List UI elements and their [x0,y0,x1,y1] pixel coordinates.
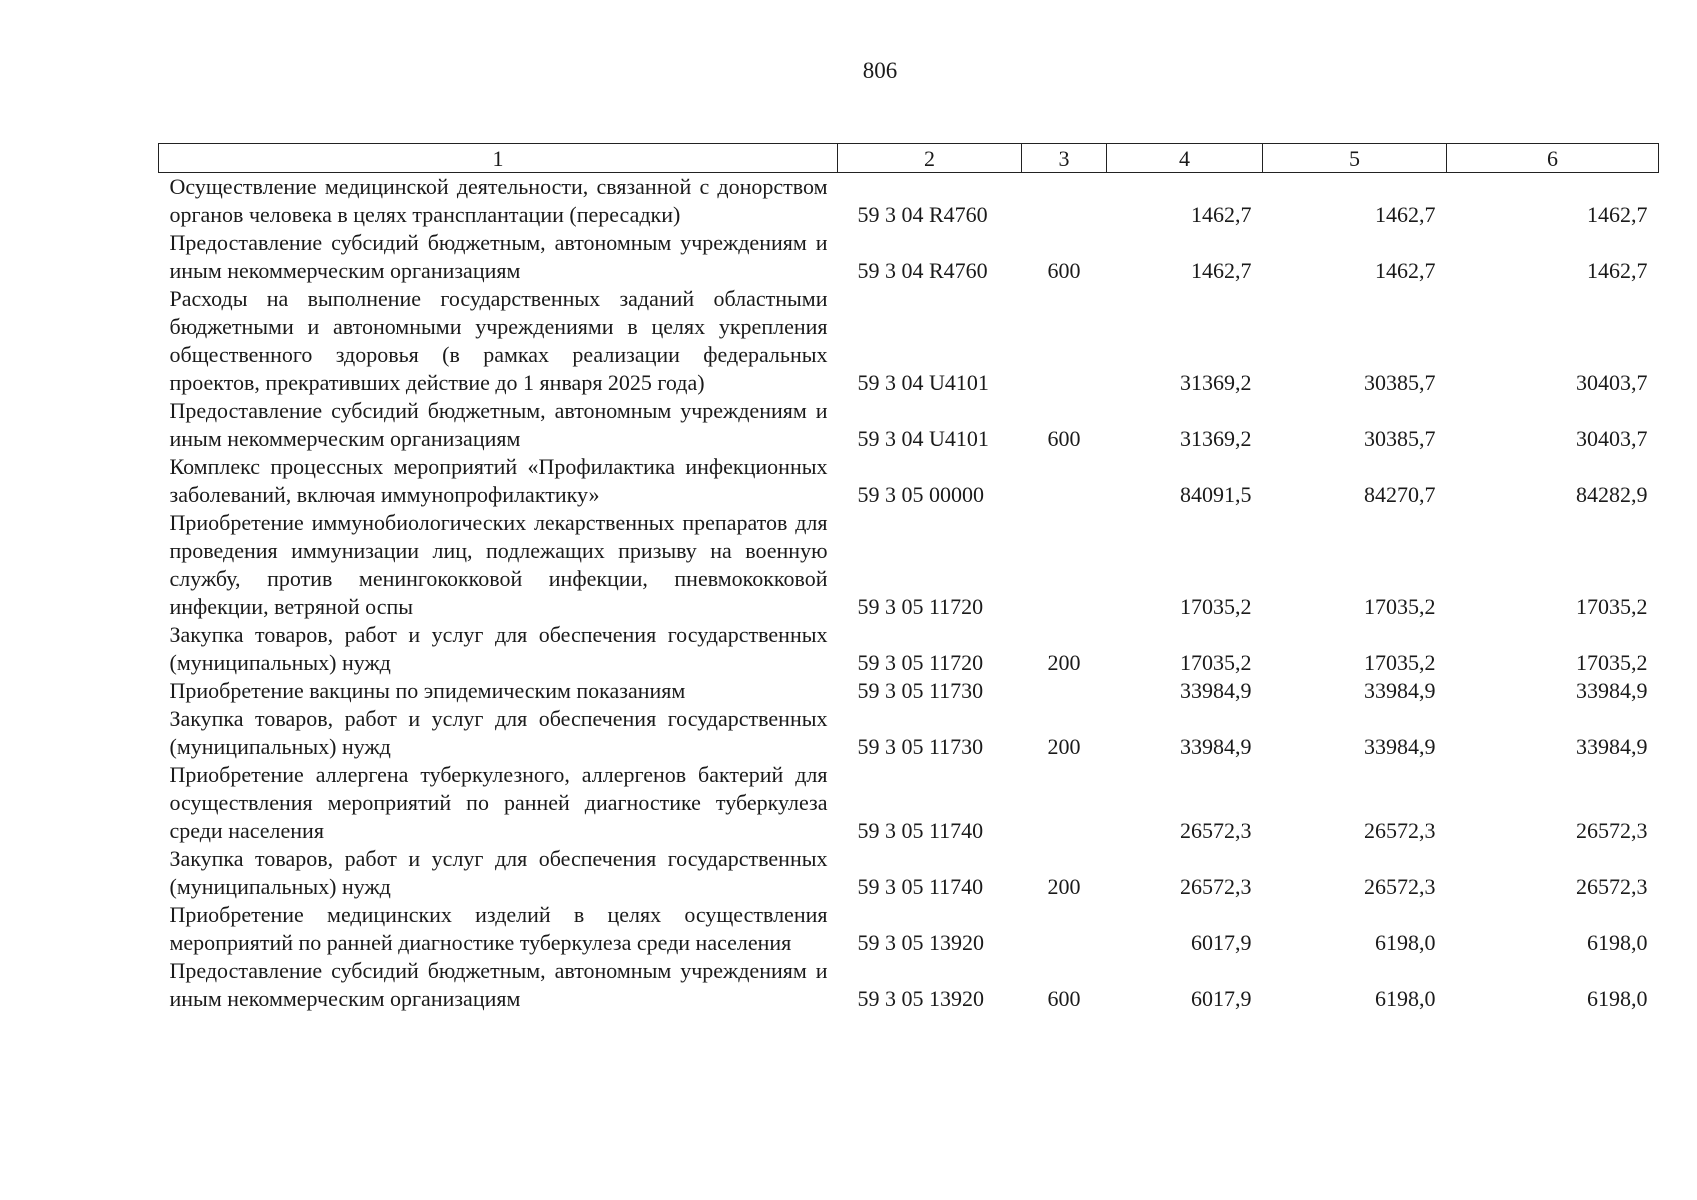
row-expense-type [1022,173,1107,230]
row-name: Приобретение вакцины по эпидемическим показаниям [169,678,686,703]
row-amount-col5: 6198,0 [1375,986,1436,1011]
row-name: Закупка товаров, работ и услуг для обеспечения государственных (муниципальных) нужд [169,846,828,899]
header-col-6: 6 [1447,144,1659,173]
row-expense-type: 200 [1047,874,1081,899]
row-amount-col4: 84091,5 [1180,482,1252,507]
row-amount-col5: 84270,7 [1364,482,1436,507]
row-target-code: 59 3 05 11720 [857,650,984,675]
table-row [159,173,1659,230]
row-name: Закупка товаров, работ и услуг для обеспечения государственных (муниципальных) нужд [169,706,828,759]
page-number: 806 [862,58,898,83]
table-header [159,144,1659,173]
row-amount-col6: 6198,0 [1587,930,1648,955]
row-target-code: 59 3 05 11720 [857,594,984,619]
row-amount-col6: 30403,7 [1576,426,1648,451]
row-amount-col5: 30385,7 [1364,426,1436,451]
row-amount-col4: 1462,7 [1191,202,1252,227]
table-row [159,397,1659,453]
row-expense-type [1022,453,1107,509]
table-row [159,229,1659,285]
row-target-code: 59 3 05 13920 [857,930,984,955]
row-amount-col4: 1462,7 [1191,258,1252,283]
row-target-code: 59 3 04 U4101 [857,370,989,395]
row-amount-col4: 33984,9 [1180,734,1252,759]
row-name: Предоставление субсидий бюджетным, автономным учреждениям и иным некоммерческим организациям [169,398,828,451]
row-target-code: 59 3 05 11740 [857,874,984,899]
header-col-5: 5 [1263,144,1447,173]
table-row [159,705,1659,761]
row-amount-col4: 17035,2 [1180,650,1252,675]
row-expense-type: 600 [1047,986,1081,1011]
row-amount-col4: 26572,3 [1180,874,1252,899]
row-expense-type [1022,901,1107,957]
row-amount-col4: 6017,9 [1191,986,1252,1011]
row-amount-col4: 26572,3 [1180,818,1252,843]
row-amount-col6: 17035,2 [1576,650,1648,675]
row-expense-type [1022,509,1107,621]
row-amount-col4: 31369,2 [1180,370,1252,395]
row-target-code: 59 3 05 00000 [857,482,984,507]
row-amount-col5: 33984,9 [1364,678,1436,703]
table-row [159,621,1659,677]
table-body [159,173,1659,1014]
row-amount-col6: 26572,3 [1576,818,1648,843]
row-amount-col5: 30385,7 [1364,370,1436,395]
row-name: Комплекс процессных мероприятий «Профилактика инфекционных заболеваний, включая иммунопрофилактику» [169,454,828,507]
row-amount-col5: 6198,0 [1375,930,1436,955]
row-name: Осуществление медицинской деятельности, связанной с донорством органов человека в целях трансплантации (пересадки) [169,174,828,227]
header-col-4: 4 [1107,144,1263,173]
row-amount-col5: 26572,3 [1364,818,1436,843]
table-row [159,901,1659,957]
table-row [159,845,1659,901]
row-amount-col5: 1462,7 [1375,258,1436,283]
header-col-3: 3 [1022,144,1107,173]
row-amount-col6: 26572,3 [1576,874,1648,899]
row-amount-col6: 30403,7 [1576,370,1648,395]
row-amount-col5: 26572,3 [1364,874,1436,899]
row-name: Предоставление субсидий бюджетным, автономным учреждениям и иным некоммерческим организациям [169,230,828,283]
row-target-code: 59 3 05 13920 [857,986,984,1011]
row-name: Приобретение иммунобиологических лекарственных препаратов для проведения иммунизации лиц, подлежащих призыву на военную службу, против менингококковой инфекции, пневмококковой инфекции, ветряной оспы [169,510,828,619]
row-name: Расходы на выполнение государственных заданий областными бюджетными и автономными учреждениями в целях укрепления общественного здоровья (в рамках реализации федеральных проектов, прекративших действие до 1 января 2025 года) [169,286,828,395]
row-expense-type [1022,761,1107,845]
row-target-code: 59 3 04 U4101 [857,426,989,451]
row-amount-col6: 1462,7 [1587,202,1648,227]
row-amount-col4: 33984,9 [1180,678,1252,703]
row-target-code: 59 3 04 R4760 [857,258,988,283]
row-expense-type: 600 [1047,426,1081,451]
table-row [159,957,1659,1013]
row-name: Закупка товаров, работ и услуг для обеспечения государственных (муниципальных) нужд [169,622,828,675]
row-amount-col4: 31369,2 [1180,426,1252,451]
row-amount-col4: 6017,9 [1191,930,1252,955]
row-amount-col5: 33984,9 [1364,734,1436,759]
row-amount-col6: 33984,9 [1576,678,1648,703]
table-row [159,453,1659,509]
row-amount-col5: 1462,7 [1375,202,1436,227]
budget-table [158,143,1659,1013]
row-amount-col6: 33984,9 [1576,734,1648,759]
row-amount-col5: 17035,2 [1364,594,1436,619]
row-expense-type [1022,677,1107,705]
row-target-code: 59 3 05 11730 [857,678,984,703]
row-name: Приобретение медицинских изделий в целях осуществления мероприятий по ранней диагностике туберкулеза среди населения [169,902,828,955]
table-row [159,761,1659,845]
row-amount-col6: 84282,9 [1576,482,1648,507]
table-row [159,509,1659,621]
table-row [159,285,1659,397]
row-expense-type [1022,285,1107,397]
row-amount-col6: 17035,2 [1576,594,1648,619]
header-row [159,144,1659,173]
row-amount-col6: 6198,0 [1587,986,1648,1011]
header-col-2: 2 [838,144,1022,173]
table-row [159,677,1659,705]
row-amount-col6: 1462,7 [1587,258,1648,283]
row-amount-col5: 17035,2 [1364,650,1436,675]
row-name: Предоставление субсидий бюджетным, автономным учреждениям и иным некоммерческим организациям [169,958,828,1011]
row-target-code: 59 3 05 11730 [857,734,984,759]
row-amount-col4: 17035,2 [1180,594,1252,619]
row-expense-type: 600 [1047,258,1081,283]
row-expense-type: 200 [1047,650,1081,675]
row-expense-type: 200 [1047,734,1081,759]
row-target-code: 59 3 05 11740 [857,818,984,843]
header-col-1: 1 [159,144,838,173]
row-target-code: 59 3 04 R4760 [857,202,988,227]
row-name: Приобретение аллергена туберкулезного, аллергенов бактерий для осуществления мероприятий по ранней диагностике туберкулеза среди населения [169,762,828,843]
